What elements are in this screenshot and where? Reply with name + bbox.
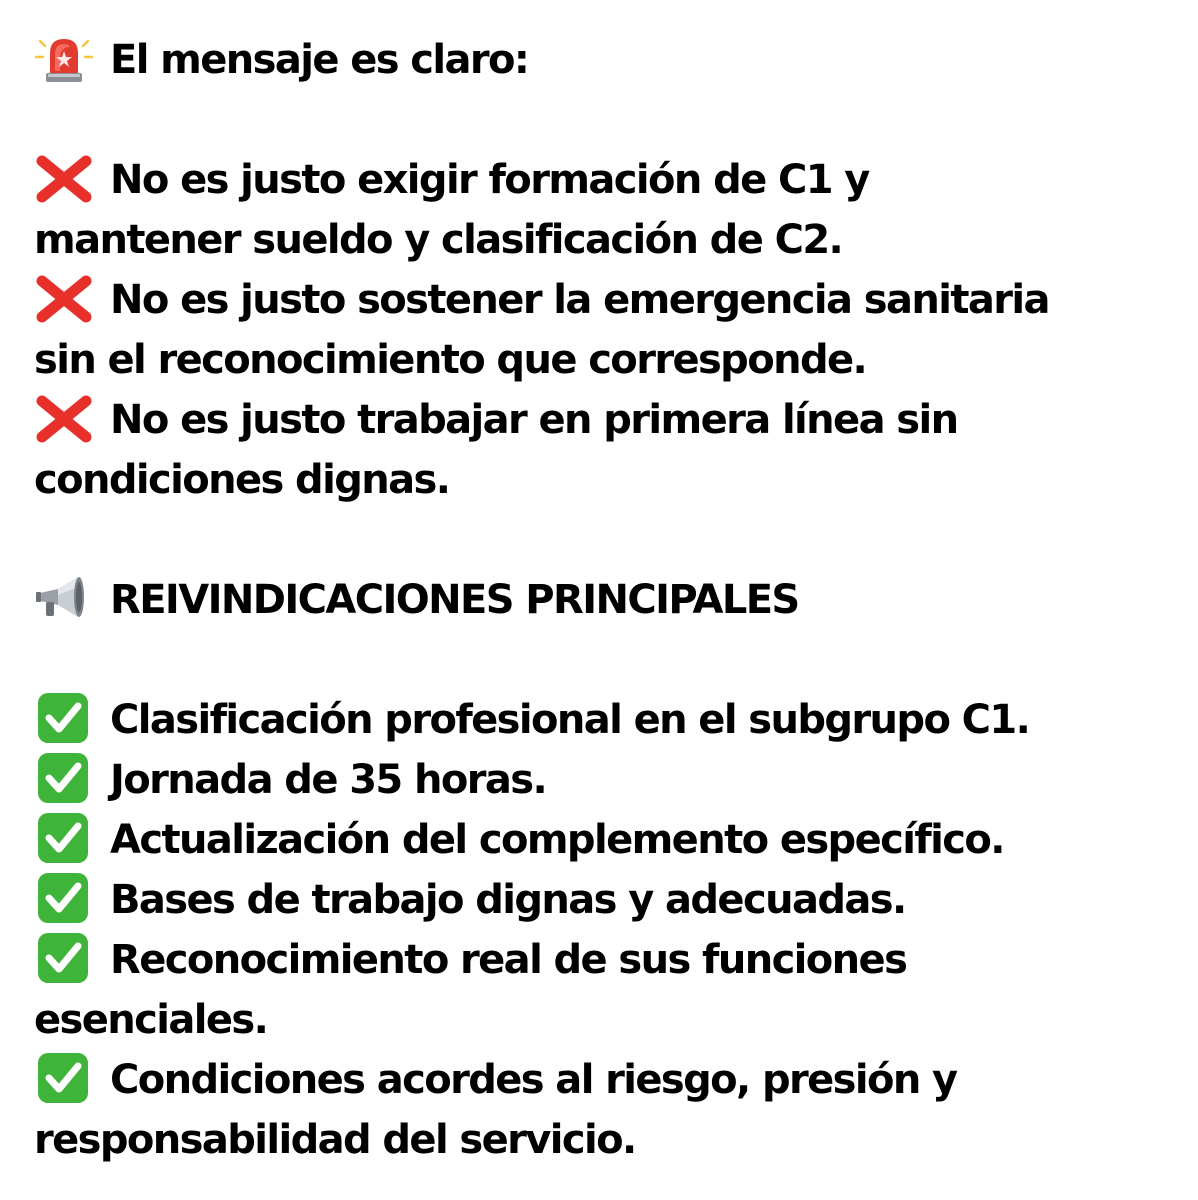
demands-heading [34,570,1184,630]
demands-heading-text: REIVINDICACIONES PRINCIPALES [110,577,799,623]
demand-item [34,810,1184,870]
demand-text-line-1: Jornada de 35 horas. [110,757,547,803]
demand-text-line-2: esenciales. [34,997,268,1043]
demand-item [34,690,1184,750]
intro-text: El mensaje es claro: [110,37,529,83]
cross-mark-icon [34,273,94,323]
demand-item [34,930,1184,1050]
complaint-item [34,390,1184,510]
complaint-text-line-1: No es justo trabajar en primera línea sin [110,397,958,443]
rotating-light-icon [34,33,94,83]
megaphone-icon [34,573,94,623]
complaint-text-line-2: mantener sueldo y clasificación de C2. [34,217,843,263]
demand-text-line-2: responsabilidad del servicio. [34,1117,636,1163]
complaint-text-line-2: condiciones dignas. [34,457,450,503]
spacer [34,510,1184,570]
check-mark-icon [34,693,94,743]
check-mark-icon [34,1053,94,1103]
demand-text-line-1: Condiciones acordes al riesgo, presión y [110,1057,957,1103]
check-mark-icon [34,813,94,863]
demand-text-line-1: Clasificación profesional en el subgrupo C1. [110,697,1030,743]
demand-item [34,750,1184,810]
demand-item [34,1050,1184,1170]
demand-text-line-1: Actualización del complemento específico. [110,817,1004,863]
complaint-text-line-1: No es justo exigir formación de C1 y [110,157,869,203]
spacer [34,90,1184,150]
check-mark-icon [34,933,94,983]
demand-text-line-1: Reconocimiento real de sus funciones [110,937,907,983]
complaint-text-line-1: No es justo sostener la emergencia sanitaria [110,277,1049,323]
demand-item [34,870,1184,930]
document-body [34,30,1184,1170]
complaint-text-line-2: sin el reconocimiento que corresponde. [34,337,867,383]
complaint-item [34,270,1184,390]
check-mark-icon [34,753,94,803]
intro-line [34,30,1184,90]
cross-mark-icon [34,393,94,443]
spacer [34,630,1184,690]
cross-mark-icon [34,153,94,203]
check-mark-icon [34,873,94,923]
complaint-item [34,150,1184,270]
demand-text-line-1: Bases de trabajo dignas y adecuadas. [110,877,906,923]
